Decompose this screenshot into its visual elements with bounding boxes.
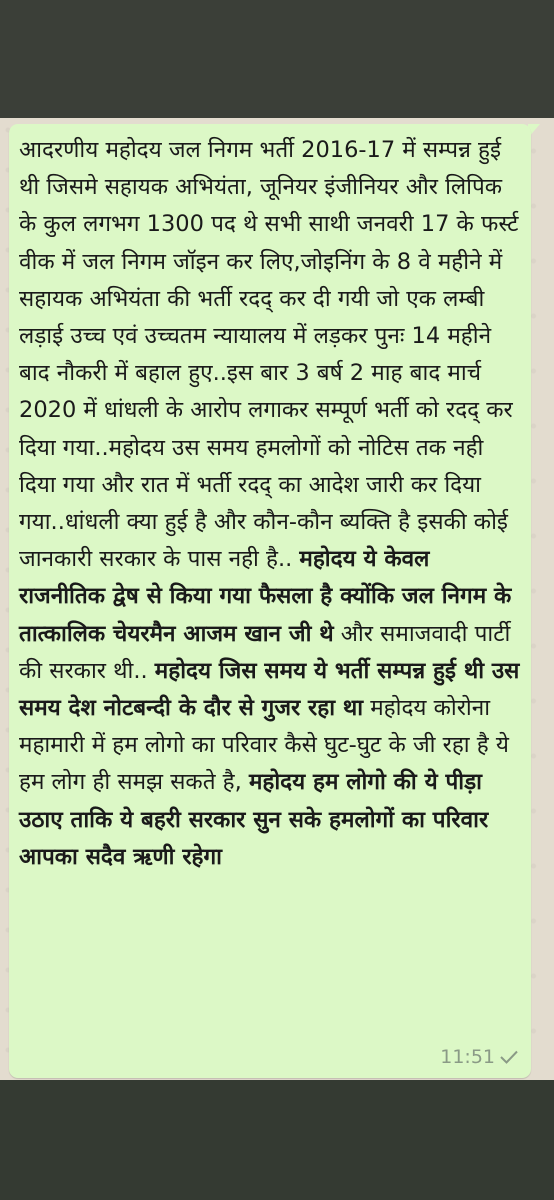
bottom-dark-band xyxy=(0,1080,554,1200)
check-icon xyxy=(499,1049,519,1065)
message-text xyxy=(19,132,523,876)
message-time: 11:51 xyxy=(440,1046,495,1068)
message-segment-bold: महोदय हम लोगो की ये पीड़ा उठाए ताकि ये बहरी सरकार सुन सके हमलोगों का परिवार आपका सदैव ऋणी रहेगा xyxy=(19,769,489,870)
message-bubble[interactable] xyxy=(9,124,531,1078)
message-meta xyxy=(440,1046,519,1068)
message-segment: आदरणीय महोदय जल निगम भर्ती 2016-17 में सम्पन्न हुई थी जिसमे सहायक अभियंता, जूनियर इंजीनियर और लिपिक के कुल लगभग 1300 पद थे सभी साथी जनवरी 17 के फर्स्ट वीक में जल निगम जॉइन कर लिए,जोइनिंग के 8 वे महीने में सहायक अभियंता की भर्ती रदद् कर दी गयी जो एक लम्बी लड़ाई उच्च एवं उच्चतम न्यायालय में लड़कर पुनः 14 महीने बाद नौकरी में बहाल हुए..इस बार 3 बर्ष 2 माह बाद मार्च 2020 में धांधली के आरोप लगाकर सम्पूर्ण भर्ती को रदद् कर दिया गया..महोदय उस समय हमलोगों को नोटिस तक नही दिया गया और रात में भर्ती रदद् का आदेश जारी कर दिया गया..धांधली क्या हुई है और कौन-कौन ब्यक्ति है इसकी कोई जानकारी सरकार के पास नही है.. xyxy=(19,137,519,573)
message-segment: और समाजवादी पार्टी की सरकार थी.. xyxy=(19,620,511,684)
top-dark-band xyxy=(0,0,554,118)
message-segment-bold: महोदय ये केवल राजनीतिक द्वेष से किया गया फैसला है क्योंकि जल निगम के तात्कालिक चेयरमैन आजम खान जी थे xyxy=(19,546,512,647)
message-segment-bold: महोदय जिस समय ये भर्ती सम्पन्न हुई थी उस समय देश नोटबन्दी के दौर से गुजर रहा था xyxy=(19,657,520,722)
message-segment: महोदय कोरोना महामारी में हम लोगो का परिवार कैसे घुट-घुट के जी रहा है ये हम लोग ही समझ सकते है, xyxy=(19,695,509,796)
